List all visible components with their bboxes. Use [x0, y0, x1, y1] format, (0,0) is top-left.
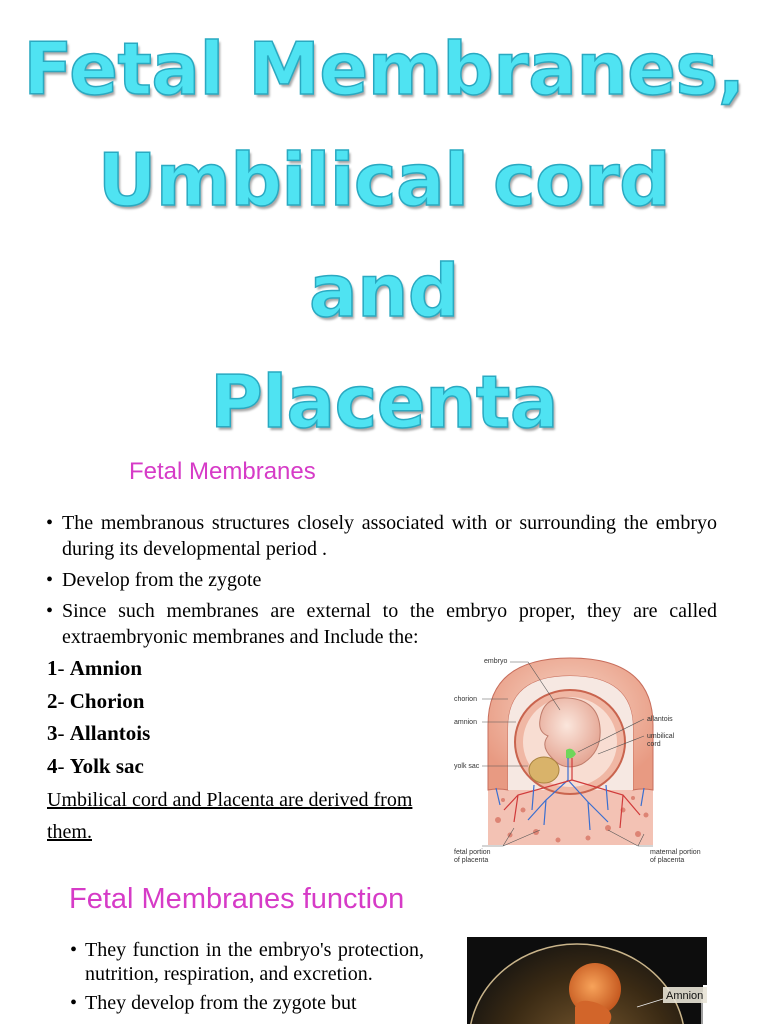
bullet-list — [46, 510, 717, 655]
derived-note: Umbilical cord and Placenta are derived from them. — [47, 789, 413, 843]
list-label: Amnion — [69, 656, 143, 680]
label-fetal-portion: fetal portion — [454, 849, 491, 856]
membrane-list — [47, 655, 150, 785]
bullet-item: • They function in the embryo's protection, nutrition, respiration, and excretion. — [70, 938, 424, 986]
label-allantois: allantois — [647, 716, 673, 723]
label-chorion: chorion — [454, 696, 477, 703]
label-umbilical-cord: umbilical — [647, 733, 675, 740]
label-amnion: amnion — [454, 719, 477, 726]
bullet-item: • They develop from the zygote but — [70, 991, 424, 1015]
list-item — [47, 655, 150, 688]
list-item — [47, 688, 150, 721]
section-heading-fetal-membranes: Fetal Membranes — [129, 458, 316, 485]
embryo-photo — [467, 937, 707, 1024]
bullet-item: • Develop from the zygote — [46, 567, 717, 593]
function-bullet-list — [70, 938, 424, 1020]
list-label: Yolk sac — [69, 753, 144, 778]
bullet-item: • Since such membranes are external to the embryo proper, they are called extraembryonic membranes and Include the: — [46, 598, 717, 650]
title-line: Fetal Membranes, — [23, 27, 745, 111]
fetal-membranes-diagram — [448, 650, 714, 865]
label-maternal-portion: of placenta — [650, 857, 685, 864]
label-umbilical-cord: cord — [647, 741, 661, 748]
list-separator: - — [57, 656, 70, 680]
list-item — [47, 720, 150, 753]
label-yolk-sac: yolk sac — [454, 763, 480, 770]
list-label: Chorion — [69, 688, 145, 713]
list-item — [47, 753, 150, 786]
title-line: and — [309, 249, 459, 333]
list-separator: - — [57, 688, 70, 713]
label-fetal-portion: of placenta — [454, 857, 489, 864]
list-separator: - — [57, 753, 70, 778]
label-maternal-portion: maternal portion — [650, 849, 701, 856]
list-number: 4 — [47, 753, 58, 778]
bullet-item: • The membranous structures closely associated with or surrounding the embryo during its developmental period . — [46, 510, 717, 562]
yolk-sac — [529, 757, 559, 783]
list-number: 1 — [47, 656, 58, 680]
list-separator: - — [57, 721, 70, 745]
list-label: Allantois — [69, 721, 151, 745]
label-embryo: embryo — [484, 658, 508, 665]
title-line: Placenta — [210, 360, 558, 444]
section-heading-functions: Fetal Membranes function — [69, 883, 405, 915]
page-title — [0, 14, 768, 458]
amnion-label: Amnion — [666, 990, 704, 1002]
title-line: Umbilical cord — [97, 138, 671, 222]
list-number: 3 — [47, 721, 58, 745]
list-number: 2 — [47, 688, 58, 713]
